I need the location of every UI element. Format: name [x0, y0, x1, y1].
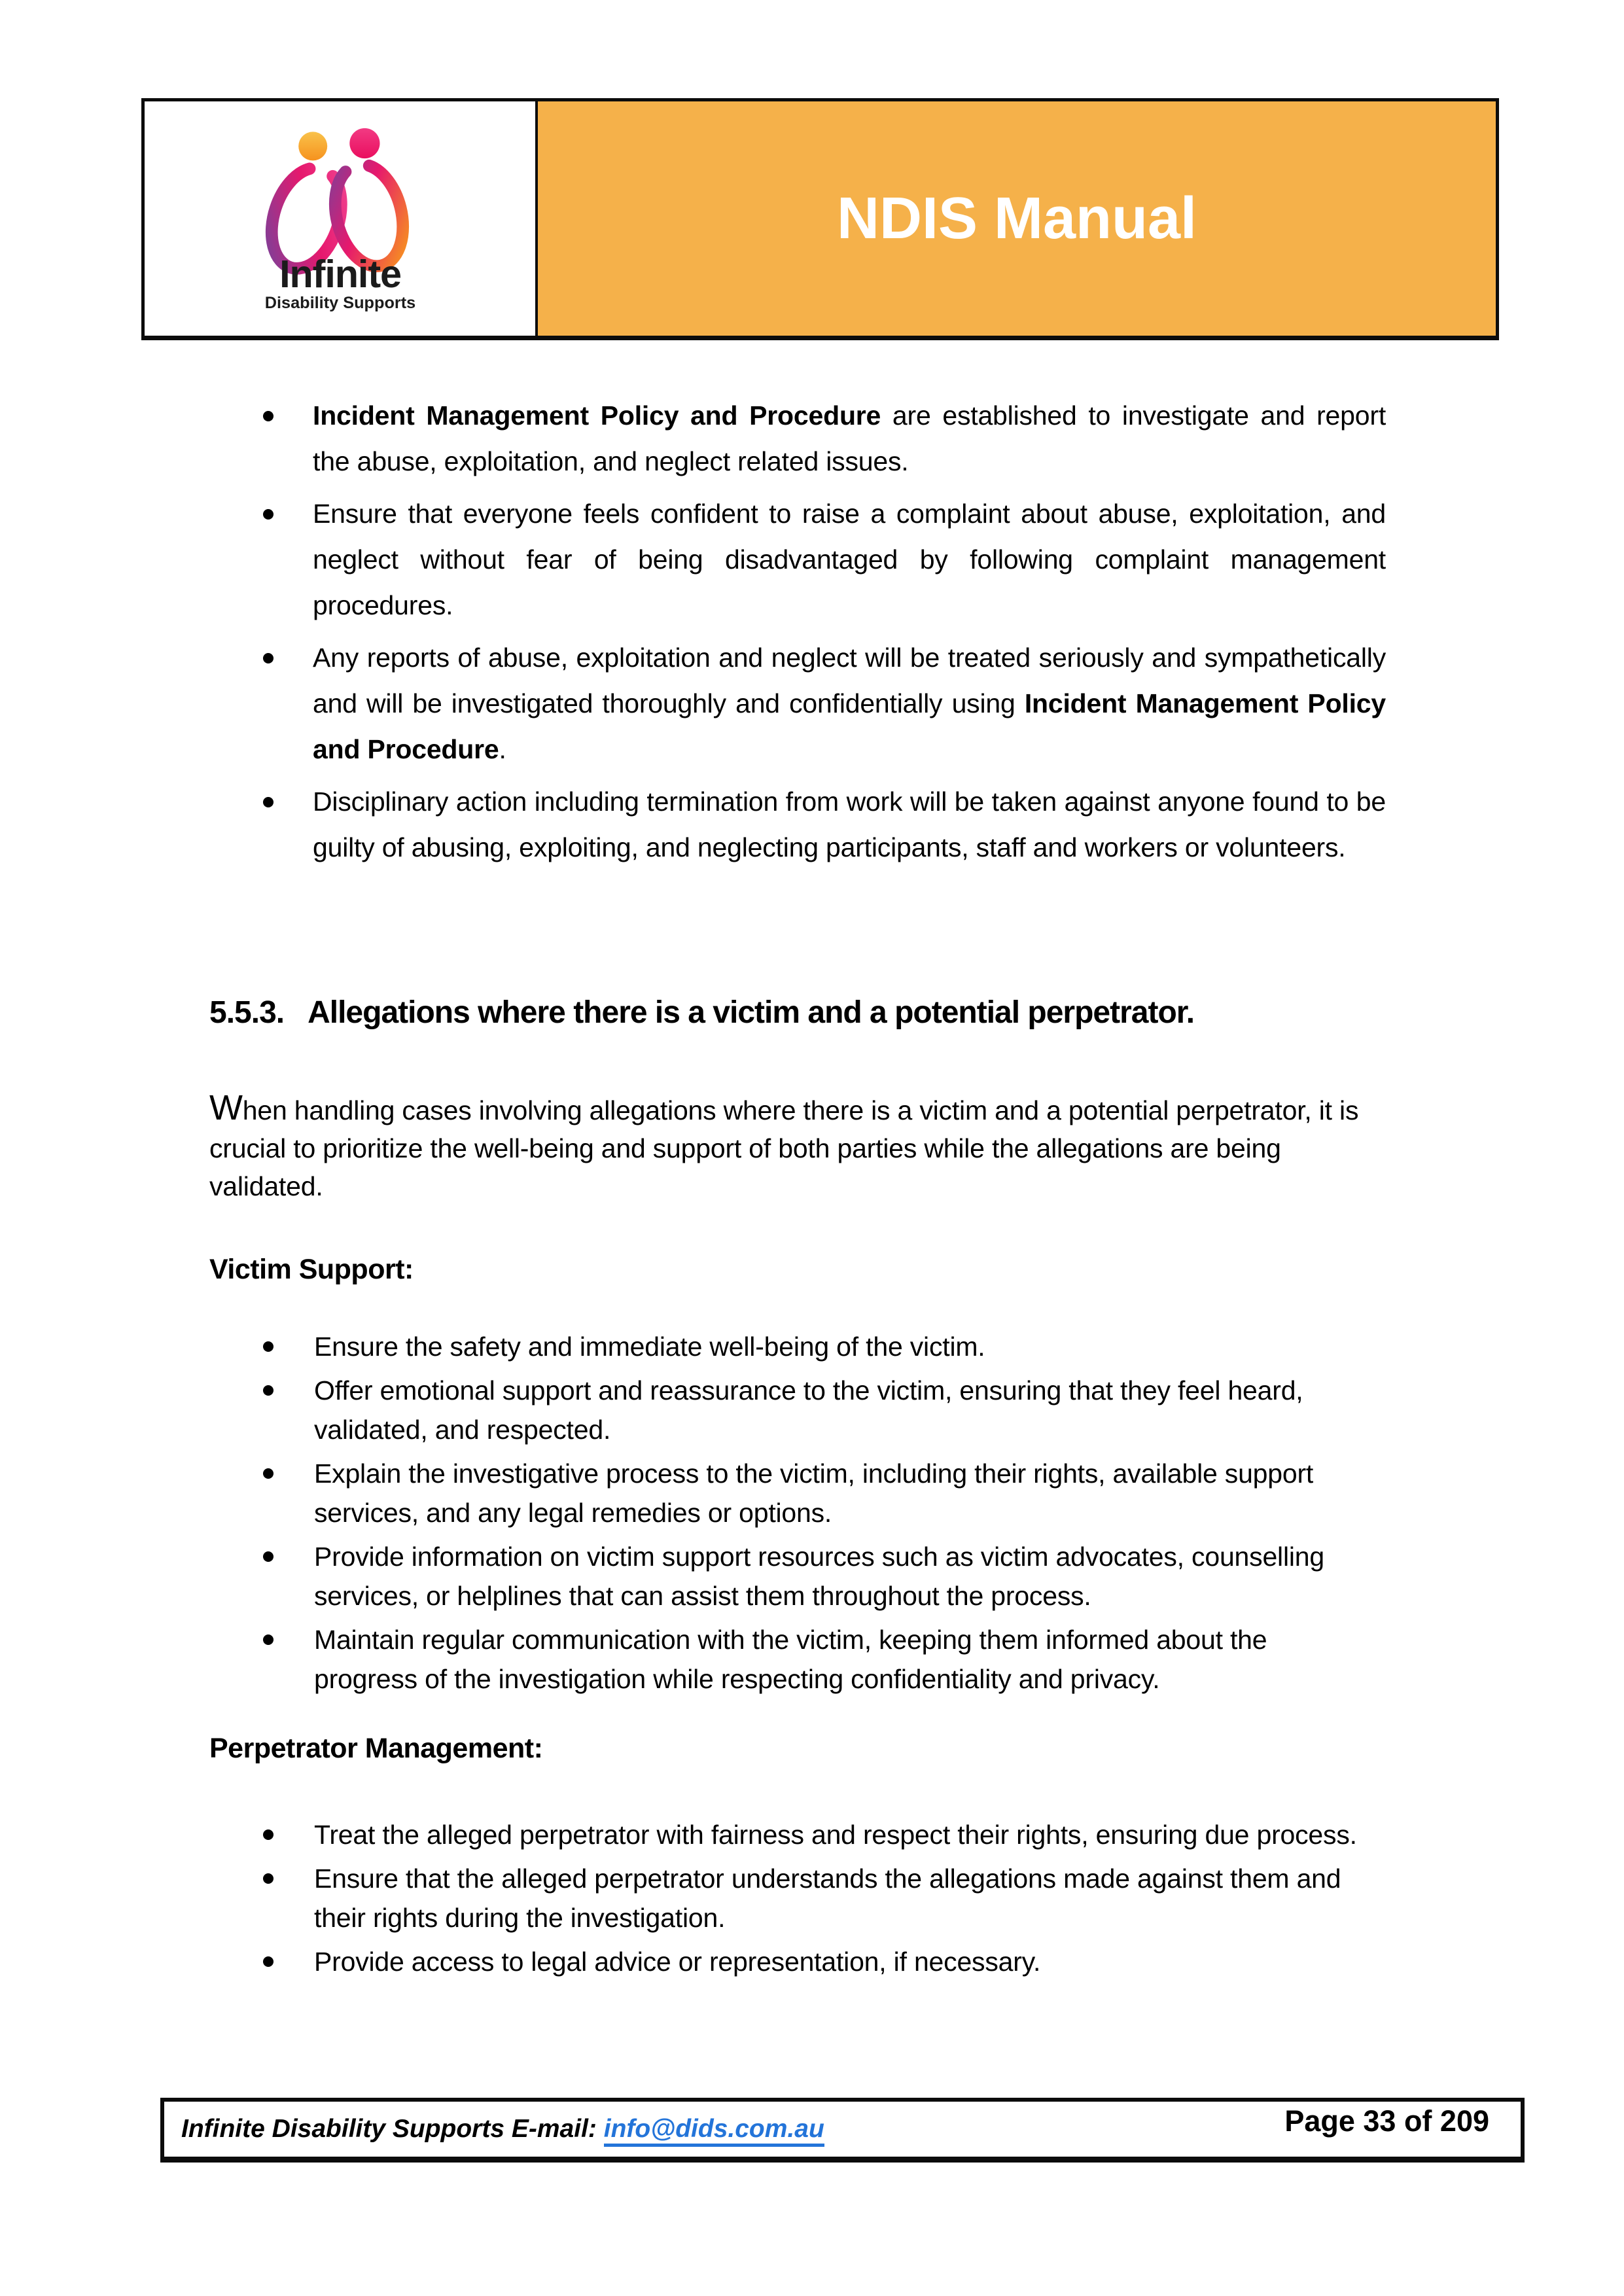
- bold-policy-name: Incident Management Policy and Procedure: [313, 400, 881, 431]
- logo-panel: [145, 101, 535, 336]
- paragraph-initial: W: [209, 1088, 243, 1127]
- logo-brand-text: Infinite: [279, 251, 401, 296]
- footer-email-link[interactable]: info@dids.com.au: [604, 2115, 824, 2147]
- victim-support-heading: Victim Support:: [209, 1254, 414, 1285]
- list-item: [209, 1371, 1374, 1449]
- title-banner: [535, 101, 1496, 336]
- bold-policy-name: Incident Management Policy and Procedure: [313, 688, 1386, 764]
- bullet-text: Provide access to legal advice or representation, if necessary.: [314, 1947, 1041, 1977]
- list-item: [209, 1815, 1374, 1854]
- logo-tagline-text: Disability Supports: [264, 293, 415, 312]
- bullet-text: Disciplinary action including termination from work will be taken against anyone found to be guilty of abusing, exploiting, and neglecting participants, staff and workers or volunteers.: [313, 786, 1386, 862]
- list-item: [209, 1859, 1374, 1937]
- bullet-text: Ensure the safety and immediate well-being of the victim.: [314, 1332, 985, 1362]
- policy-bullet-list: [209, 393, 1386, 877]
- page-number: Page 33 of 209: [1284, 2104, 1489, 2138]
- header: [141, 98, 1499, 340]
- section-intro-paragraph: [209, 1089, 1400, 1205]
- perpetrator-management-list: [209, 1815, 1374, 1986]
- infinity-logo-icon: [232, 126, 448, 312]
- section-heading: [209, 995, 1194, 1031]
- list-item: [209, 779, 1386, 870]
- list-item: [209, 393, 1386, 484]
- bullet-text: Provide information on victim support resources such as victim advocates, counselling services, or helplines that can assist them throughout the process.: [314, 1542, 1324, 1611]
- bullet-text: Treat the alleged perpetrator with fairness and respect their rights, ensuring due process.: [314, 1820, 1357, 1850]
- list-item: [209, 1620, 1374, 1699]
- footer-contact: [181, 2115, 824, 2144]
- list-item: [209, 635, 1386, 772]
- bullet-text: are established to investigate and report the abuse, exploitation, and neglect related issues.: [313, 400, 1386, 476]
- manual-title: NDIS Manual: [836, 185, 1197, 251]
- logo-right-head-dot: [349, 128, 380, 158]
- footer: [160, 2098, 1525, 2163]
- bullet-text: .: [499, 734, 506, 764]
- bullet-text: Maintain regular communication with the victim, keeping them informed about the progress of the investigation while respecting confidentiality and privacy.: [314, 1625, 1267, 1694]
- bullet-text: Ensure that everyone feels confident to raise a complaint about abuse, exploitation, and neglect without fear of being disadvantaged by following complaint management procedures.: [313, 499, 1386, 620]
- list-item: [209, 1942, 1374, 1981]
- footer-contact-label: Infinite Disability Supports E-mail:: [181, 2115, 604, 2143]
- perpetrator-management-heading: Perpetrator Management:: [209, 1733, 543, 1764]
- bullet-text: Any reports of abuse, exploitation and neglect will be treated seriously and sympathetically and will be investigated thoroughly and confidentially using: [313, 643, 1386, 718]
- bullet-text: Explain the investigative process to the victim, including their rights, available support services, and any legal remedies or options.: [314, 1458, 1314, 1528]
- bullet-text: Ensure that the alleged perpetrator understands the allegations made against them and their rights during the investigation.: [314, 1863, 1341, 1933]
- list-item: [209, 491, 1386, 628]
- victim-support-list: [209, 1327, 1374, 1703]
- list-item: [209, 1537, 1374, 1616]
- list-item: [209, 1327, 1374, 1366]
- paragraph-text: hen handling cases involving allegations where there is a victim and a potential perpetrator, it is crucial to prioritize the well-being and support of both parties while the allegations are being validated.: [209, 1095, 1359, 1201]
- list-item: [209, 1454, 1374, 1532]
- bullet-text: Offer emotional support and reassurance to the victim, ensuring that they feel heard, validated, and respected.: [314, 1375, 1303, 1445]
- logo-left-head-dot: [298, 132, 327, 160]
- section-number: 5.5.3.: [209, 995, 285, 1030]
- section-title: Allegations where there is a victim and a potential perpetrator.: [308, 995, 1195, 1030]
